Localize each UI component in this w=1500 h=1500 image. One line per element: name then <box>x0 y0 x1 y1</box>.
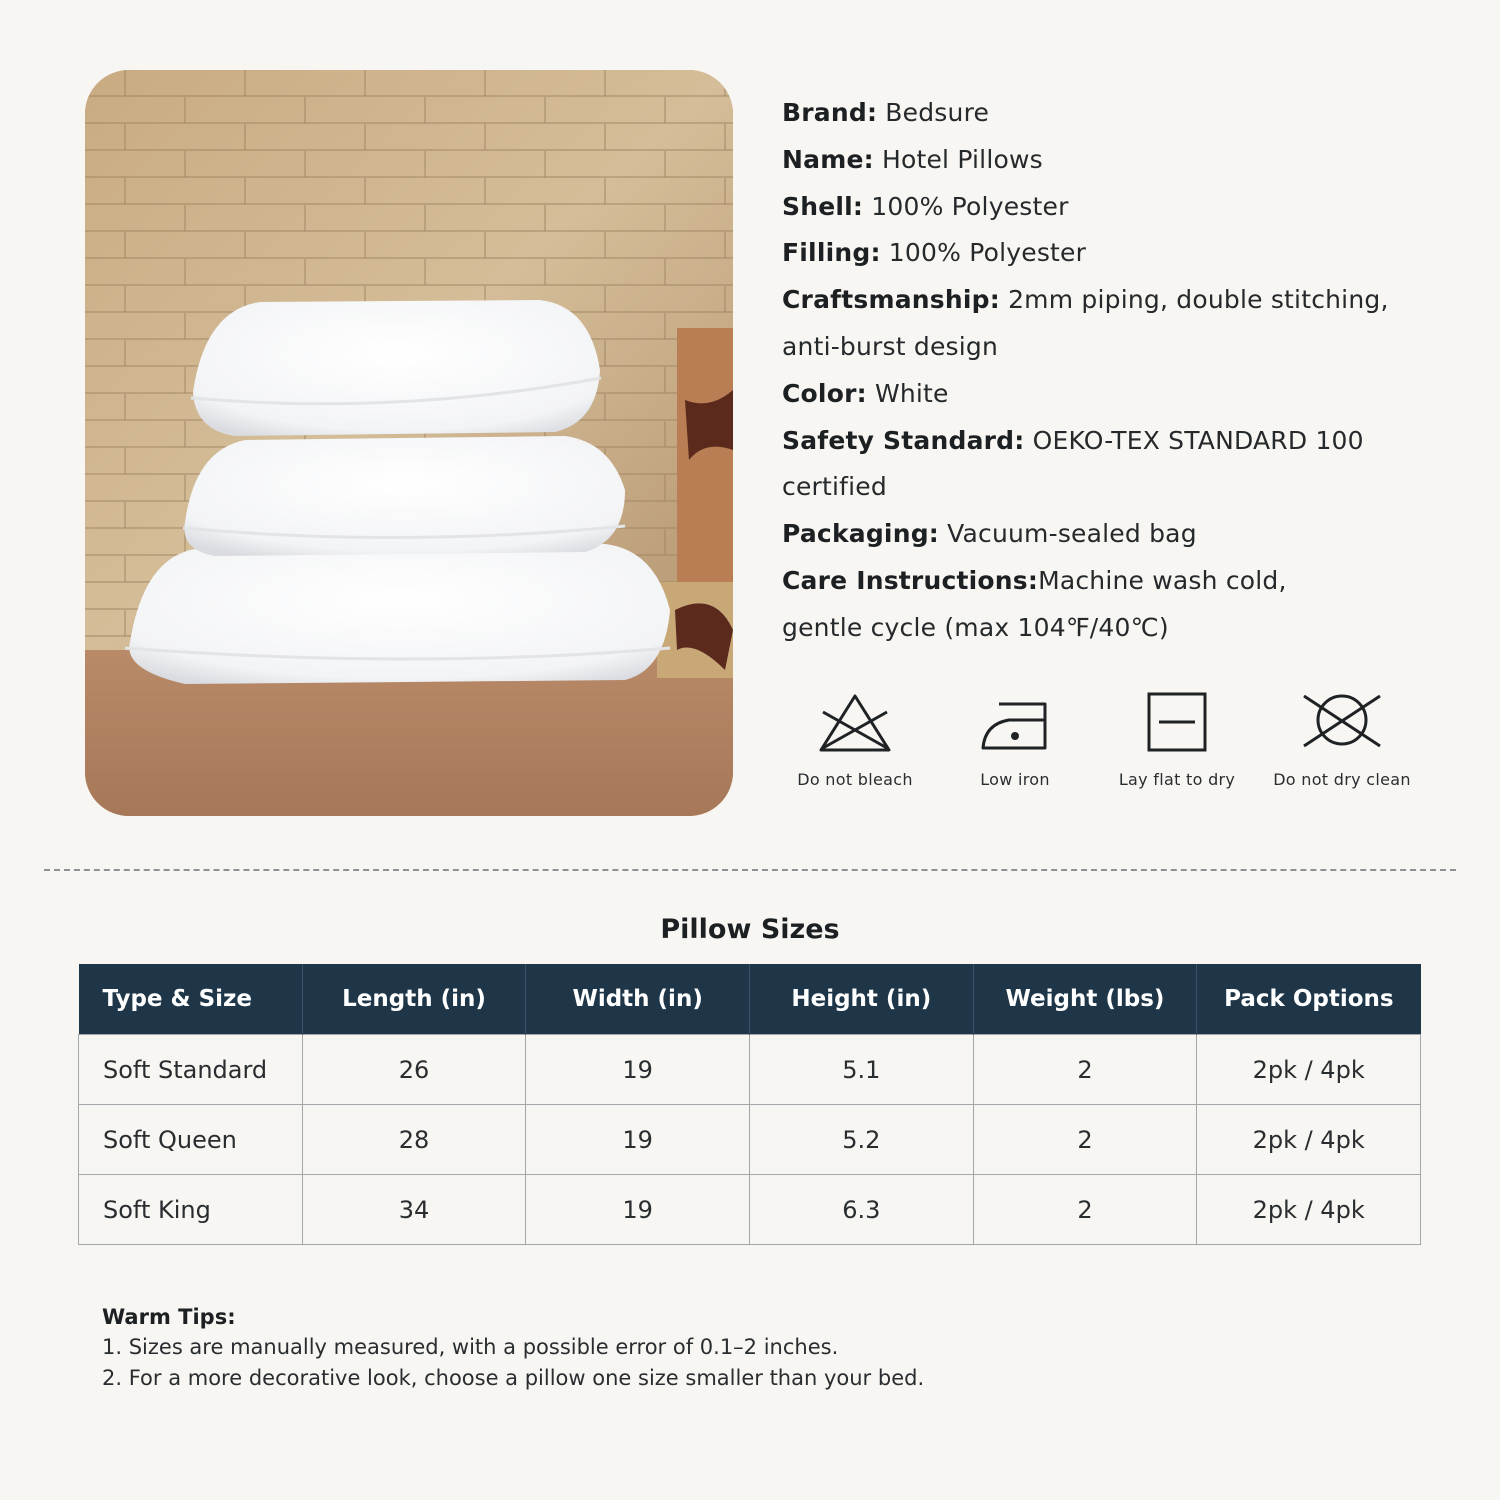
care-label: Do not bleach <box>797 770 913 789</box>
care-item-dry-clean <box>1257 690 1427 789</box>
table-cell: 5.1 <box>749 1035 973 1105</box>
table-cell: 2pk / 4pk <box>1197 1105 1421 1175</box>
table-cell: 5.2 <box>749 1105 973 1175</box>
warm-tips <box>102 1302 1402 1394</box>
table-cell: 19 <box>526 1035 750 1105</box>
table-cell: 2 <box>973 1175 1197 1245</box>
column-header: Length (in) <box>302 964 526 1035</box>
column-header: Width (in) <box>526 964 750 1035</box>
product-specs <box>782 90 1462 652</box>
tip-item: 2. For a more decorative look, choose a pillow one size smaller than your bed. <box>102 1366 925 1390</box>
column-header: Weight (lbs) <box>973 964 1197 1035</box>
care-item-dry <box>1092 690 1262 789</box>
lay-flat-to-dry-icon <box>1137 690 1217 756</box>
table-cell: 2pk / 4pk <box>1197 1035 1421 1105</box>
table-cell: 2 <box>973 1105 1197 1175</box>
table-row <box>79 1035 1421 1105</box>
table-cell: 26 <box>302 1035 526 1105</box>
spec-packaging: Packaging: Vacuum-sealed bag <box>782 519 1197 549</box>
tip-item: 1. Sizes are manually measured, with a possible error of 0.1–2 inches. <box>102 1335 839 1359</box>
column-header: Type & Size <box>79 964 303 1035</box>
care-label: Low iron <box>980 770 1050 789</box>
table-cell: 19 <box>526 1175 750 1245</box>
table-cell: 2pk / 4pk <box>1197 1175 1421 1245</box>
table-cell: 6.3 <box>749 1175 973 1245</box>
table-cell: Soft Standard <box>79 1035 303 1105</box>
product-photo <box>85 70 733 816</box>
care-item-iron <box>930 690 1100 789</box>
spec-craftsmanship-cont: anti-burst design <box>782 331 999 361</box>
care-label: Do not dry clean <box>1273 770 1411 789</box>
spec-brand: Brand: Bedsure <box>782 98 990 127</box>
table-cell: 19 <box>526 1105 750 1175</box>
low-iron-icon <box>975 690 1055 756</box>
spec-color: Color: White <box>782 378 949 408</box>
section-divider <box>44 869 1456 871</box>
table-cell: 28 <box>302 1105 526 1175</box>
table-title: Pillow Sizes <box>660 914 840 945</box>
do-not-dry-clean-icon <box>1302 690 1382 756</box>
spec-shell: Shell: 100% Polyester <box>782 191 1069 221</box>
table-cell: 2 <box>973 1035 1197 1105</box>
table-row <box>79 1175 1421 1245</box>
spec-name: Name: Hotel Pillows <box>782 144 1043 174</box>
column-header: Height (in) <box>749 964 973 1035</box>
spec-safety-standard: Safety Standard: OEKO-TEX STANDARD 100 <box>782 425 1364 455</box>
care-item-bleach <box>770 690 940 789</box>
table-header-row <box>79 964 1421 1035</box>
do-not-bleach-icon <box>815 690 895 756</box>
pillow-sizes-table <box>78 964 1421 1245</box>
spec-safety-standard-cont: certified <box>782 472 887 502</box>
spec-filling: Filling: 100% Polyester <box>782 238 1087 268</box>
column-header: Pack Options <box>1197 964 1421 1035</box>
tips-title: Warm Tips: <box>102 1305 236 1329</box>
table-row <box>79 1105 1421 1175</box>
spec-craftsmanship: Craftsmanship: 2mm piping, double stitching, <box>782 285 1389 315</box>
table-cell: Soft Queen <box>79 1105 303 1175</box>
spec-care-instructions: Care Instructions:Machine wash cold, <box>782 565 1287 595</box>
spec-care-instructions-cont: gentle cycle (max 104℉/40℃) <box>782 612 1169 642</box>
table-cell: 34 <box>302 1175 526 1245</box>
table-cell: Soft King <box>79 1175 303 1245</box>
care-icons <box>770 690 1450 800</box>
care-label: Lay flat to dry <box>1118 770 1236 789</box>
